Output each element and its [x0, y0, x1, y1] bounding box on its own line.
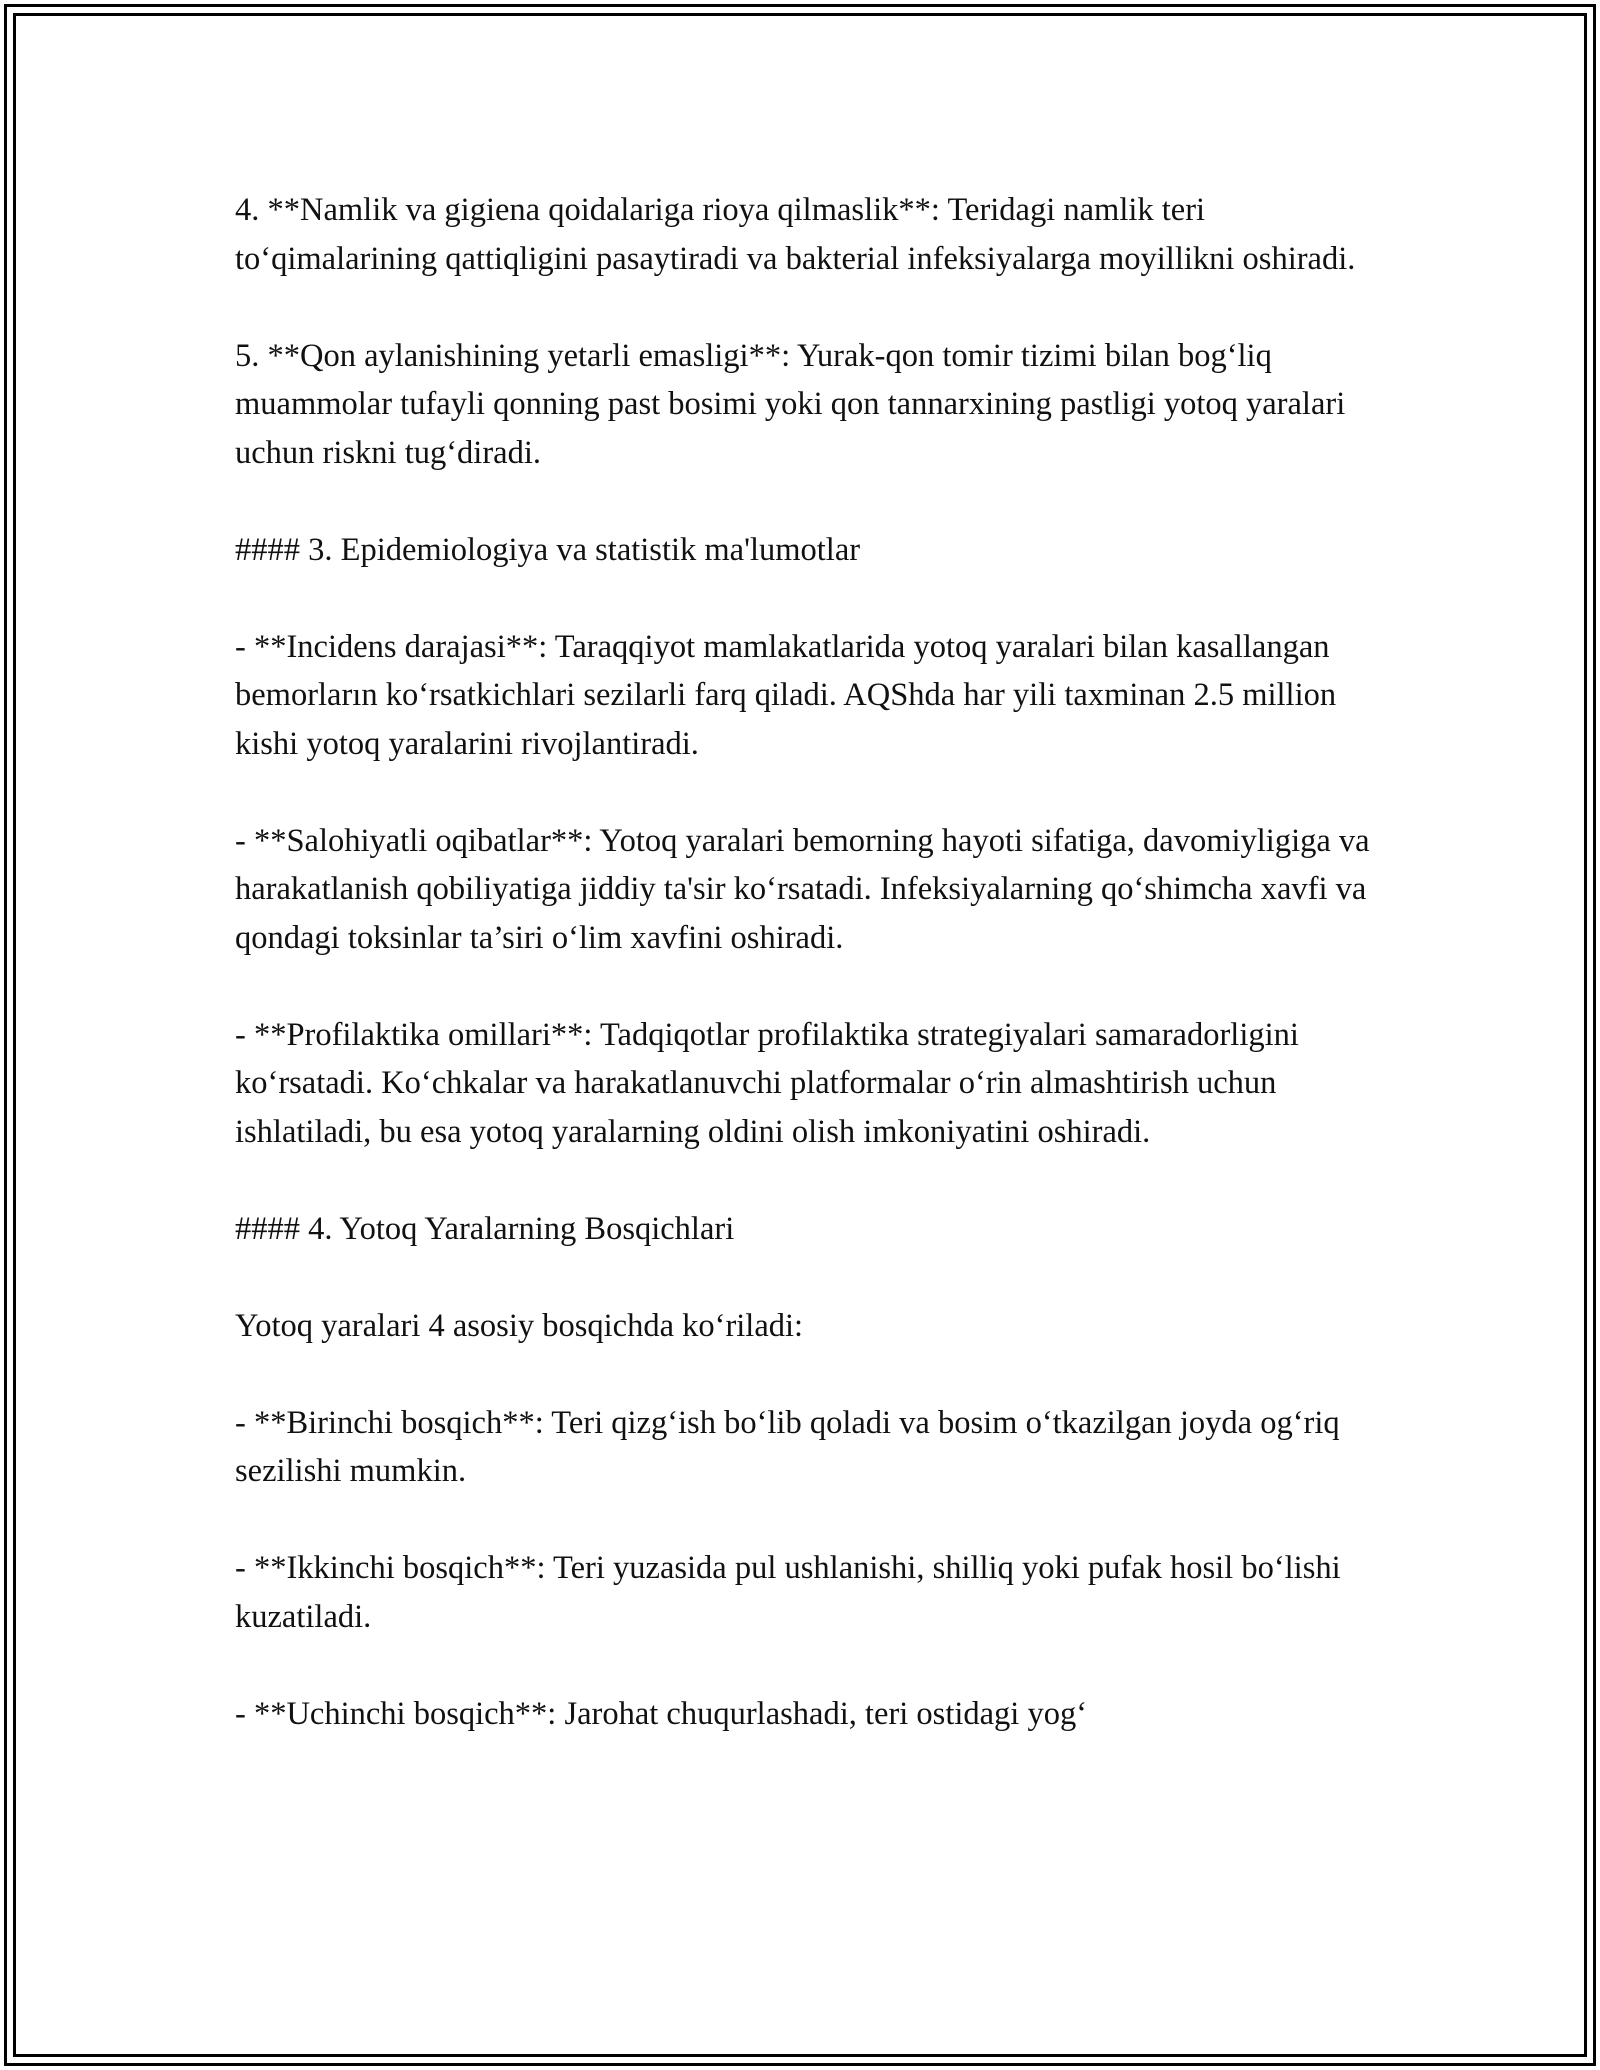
paragraph-blood-circulation: 5. **Qon aylanishining yetarli emasligi**: Yurak-qon tomir tizimi bilan bog‘liq muammolar tufayli qonning past bosimi yoki qon tannarxining pastligi yotoq yaralari uchun riskni tug‘diradi.	[235, 337, 1346, 471]
paragraph-moisture-hygiene: 4. **Namlik va gigiena qoidalariga rioya qilmaslik**: Teridagi namlik teri to‘qimalarining qattiqligini pasaytiradi va bakterial infeksiyalarga moyillikni oshiradi.	[235, 192, 1356, 277]
heading-epidemiology: #### 3. Epidemiologiya va statistik ma'lumotlar	[235, 531, 861, 568]
paragraph-prevention-factors: - **Profilaktika omillari**: Tadqiqotlar profilaktika strategiyalari samaradorligini ko‘rsatadi. Ko‘chkalar va harakatlanuvchi platformalar o‘rin almashtirish uchun ishlatiladi, bu esa yotoq yaralarning oldini olish imkoniyatini oshiradi.	[235, 1016, 1299, 1150]
document-body	[235, 186, 1395, 1787]
heading-stages: #### 4. Yotoq Yaralarning Bosqichlari	[235, 1210, 735, 1247]
paragraph-stage-three: - **Uchinchi bosqich**: Jarohat chuqurlashadi, teri ostidagi yog‘	[235, 1695, 1088, 1732]
paragraph-stage-one: - **Birinchi bosqich**: Teri qizg‘ish bo‘lib qoladi va bosim o‘tkazilgan joyda og‘riq sezilishi mumkin.	[235, 1404, 1340, 1489]
paragraph-incidence-rate: - **Incidens darajasi**: Taraqqiyot mamlakatlarida yotoq yaralari bilan kasallangan bemorların ko‘rsatkichlari sezilarli farq qiladi. AQShda har yili taxminan 2.5 million kishi yotoq yaralarini rivojlantiradi.	[235, 628, 1337, 762]
paragraph-stage-two: - **Ikkinchi bosqich**: Teri yuzasida pul ushlanishi, shilliq yoki pufak hosil bo‘lishi kuzatiladi.	[235, 1550, 1341, 1635]
paragraph-stages-intro: Yotoq yaralari 4 asosiy bosqichda ko‘riladi:	[235, 1307, 804, 1344]
paragraph-potential-consequences: - **Salohiyatli oqibatlar**: Yotoq yaralari bemorning hayoti sifatiga, davomiyligiga va harakatlanish qobiliyatiga jiddiy ta'sir ko‘rsatadi. Infeksiyalarning qo‘shimcha xavfi va qondagi toksinlar ta’siri o‘lim xavfini oshiradi.	[235, 822, 1370, 956]
